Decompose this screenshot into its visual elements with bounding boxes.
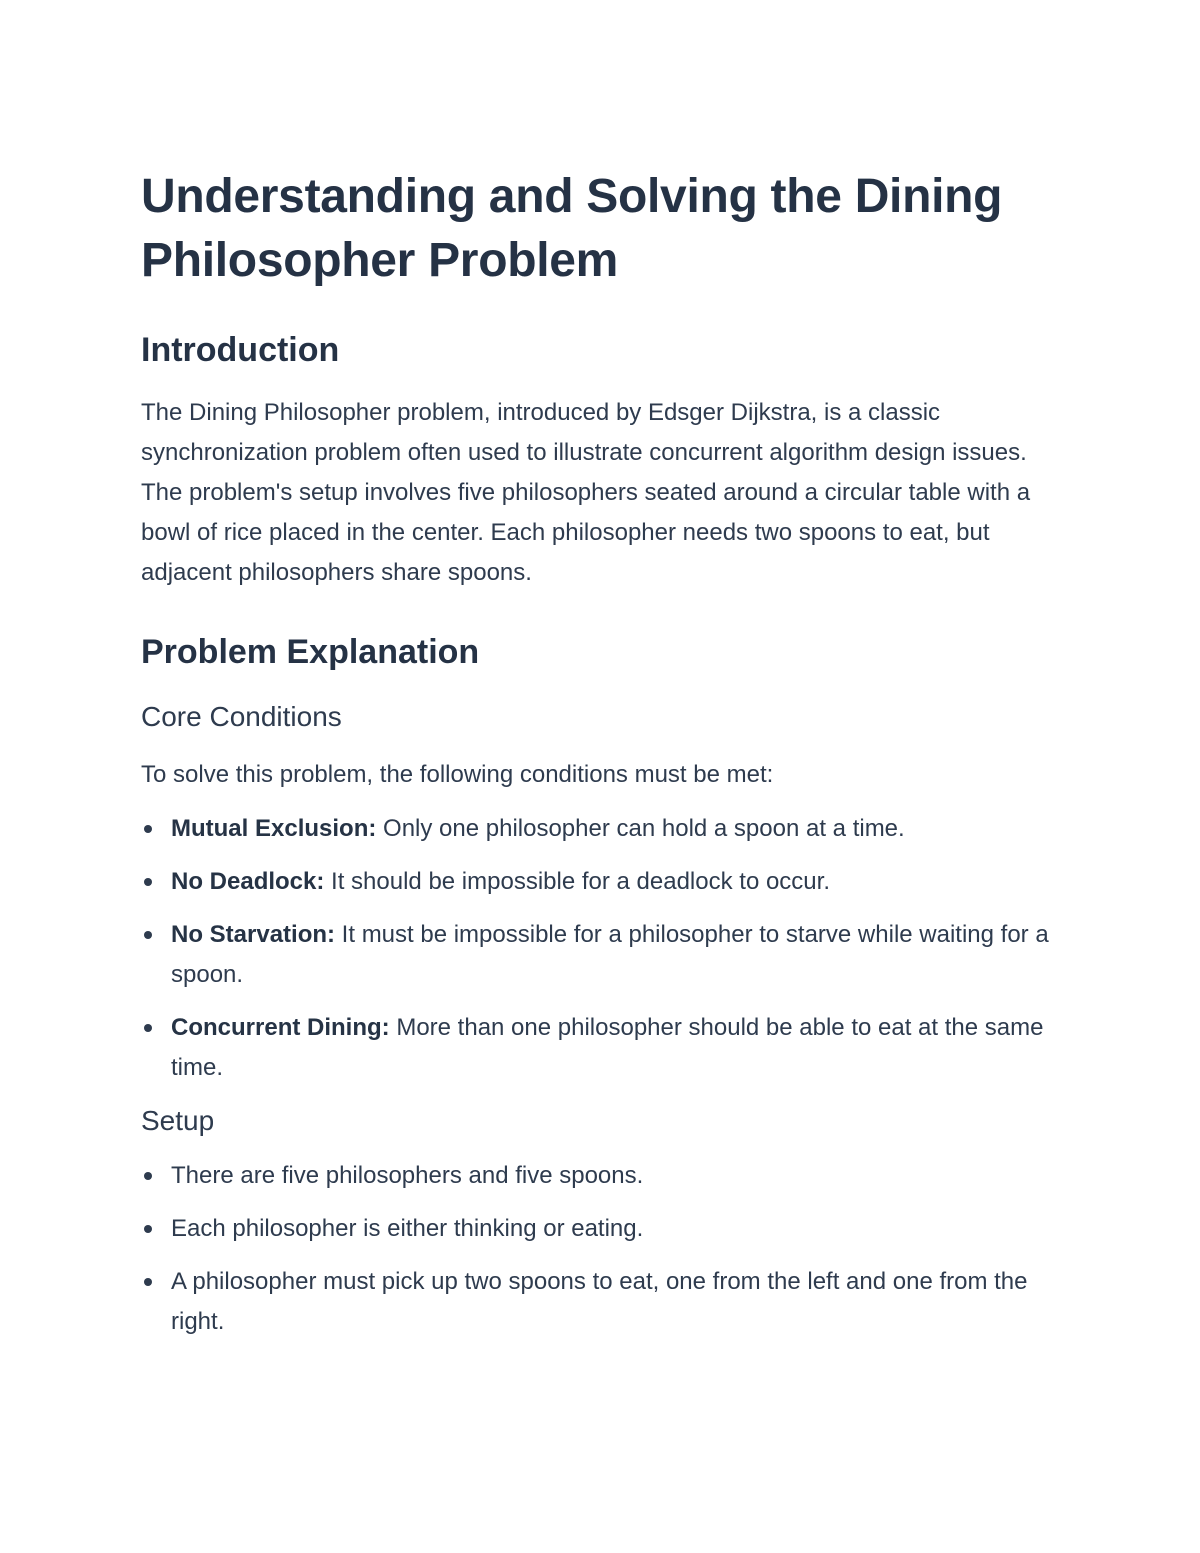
bullet-icon (144, 1225, 152, 1233)
core-conditions-list (141, 809, 1061, 1088)
bullet-icon (144, 825, 152, 833)
problem-explanation-heading: Problem Explanation (141, 633, 480, 671)
setup-list (141, 1156, 1061, 1342)
condition-text: Only one philosopher can hold a spoon at a time. (376, 815, 905, 842)
setup-text: Each philosopher is either thinking or eating. (171, 1215, 644, 1242)
condition-term: Mutual Exclusion: (171, 815, 377, 842)
condition-term: Concurrent Dining: (171, 1014, 390, 1041)
core-conditions-heading: Core Conditions (141, 701, 342, 732)
setup-heading: Setup (141, 1105, 215, 1136)
condition-text: It should be impossible for a deadlock to occur. (324, 868, 830, 895)
bullet-icon (144, 1278, 152, 1286)
list-item (141, 1262, 1051, 1342)
setup-text: There are five philosophers and five spoons. (171, 1162, 644, 1189)
introduction-paragraph: The Dining Philosopher problem, introduced by Edsger Dijkstra, is a classic synchronization problem often used to illustrate concurrent algorithm design issues. The problem's setup involves five philosophers seated around a circular table with a bowl of rice placed in the center. Each philosopher needs two spoons to eat, but adjacent philosophers share spoons. (141, 399, 1031, 586)
condition-text: It must be impossible for a philosopher to starve while waiting for a spoon. (171, 921, 1049, 988)
bullet-icon (144, 1172, 152, 1180)
condition-text: More than one philosopher should be able to eat at the same time. (171, 1014, 1044, 1081)
list-item (141, 1209, 1051, 1249)
bullet-icon (144, 878, 152, 886)
list-item (141, 862, 1051, 902)
bullet-icon (144, 1024, 152, 1032)
core-conditions-lead: To solve this problem, the following conditions must be met: (141, 761, 774, 788)
bullet-icon (144, 931, 152, 939)
document-page (141, 165, 1061, 1355)
setup-text: A philosopher must pick up two spoons to eat, one from the left and one from the right. (171, 1268, 1028, 1335)
list-item (141, 915, 1051, 995)
list-item (141, 1008, 1051, 1088)
document-title: Understanding and Solving the Dining Philosopher Problem (141, 170, 1003, 287)
condition-term: No Deadlock: (171, 868, 325, 895)
condition-term: No Starvation: (171, 921, 336, 948)
list-item (141, 809, 1051, 849)
introduction-heading: Introduction (141, 331, 340, 369)
list-item (141, 1156, 1051, 1196)
